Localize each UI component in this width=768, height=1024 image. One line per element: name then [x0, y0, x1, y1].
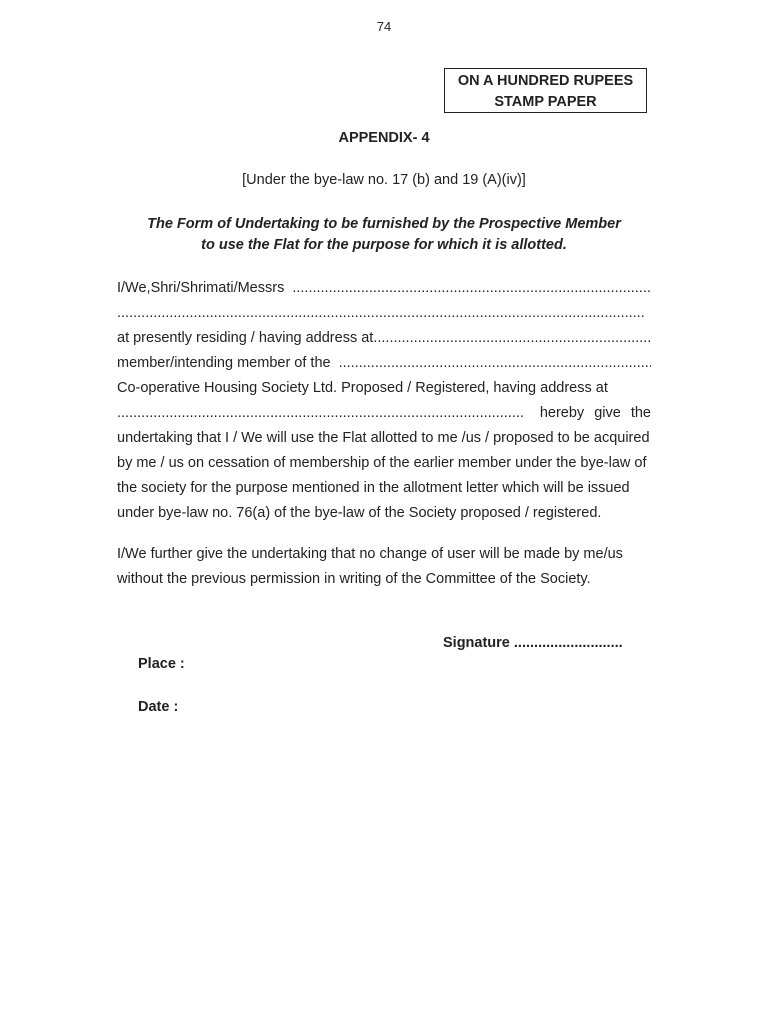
society-address-blank	[117, 401, 523, 426]
name-label: I/We,Shri/Shrimati/Messrs	[117, 280, 285, 296]
paragraph-line: undertaking that I / We will use the Flat allotted to me /us / proposed to be acquired	[117, 430, 650, 446]
address-label: at presently residing / having address at	[117, 330, 374, 346]
name-blank	[292, 276, 651, 301]
page-number: 74	[376, 19, 392, 34]
stamp-line-2: STAMP PAPER	[494, 94, 597, 110]
society-name-blank	[339, 351, 651, 376]
paragraph-line: without the previous permission in writing of the Committee of the Society.	[117, 571, 591, 587]
form-title-line-2: to use the Flat for the purpose for which it is allotted.	[201, 237, 567, 253]
byelaw-reference: [Under the bye-law no. 17 (b) and 19 (A)(iv)]	[242, 172, 526, 188]
hereby-text: hereby give the	[539, 405, 651, 421]
paragraph-line	[117, 276, 651, 301]
paragraph-line: by me / us on cessation of membership of the earlier member under the bye-law of	[117, 455, 647, 471]
paragraph-line	[117, 301, 651, 326]
stamp-line-1: ON A HUNDRED RUPEES	[457, 73, 634, 89]
paragraph-line: the society for the purpose mentioned in the allotment letter which will be issued	[117, 480, 630, 496]
paragraph-line	[117, 401, 651, 426]
member-label: member/intending member of the	[117, 355, 331, 371]
name-blank-continued	[117, 301, 645, 326]
undertaking-paragraph	[117, 276, 651, 526]
paragraph-line: I/We further give the undertaking that no change of user will be made by me/us	[117, 546, 623, 562]
date-label: Date :	[138, 699, 179, 715]
signature-label: Signature ...........................	[443, 635, 623, 651]
form-title-line-1: The Form of Undertaking to be furnished by the Prospective Member	[147, 216, 621, 232]
paragraph-line: Co-operative Housing Society Ltd. Proposed / Registered, having address at	[117, 380, 608, 396]
appendix-title: APPENDIX- 4	[338, 130, 430, 146]
stamp-paper-box	[444, 68, 647, 113]
further-undertaking-paragraph	[117, 542, 651, 592]
paragraph-line: under bye-law no. 76(a) of the bye-law of the Society proposed / registered.	[117, 505, 602, 521]
paragraph-line	[117, 326, 651, 351]
place-label: Place :	[138, 656, 185, 672]
form-title	[0, 214, 768, 256]
address-blank	[373, 326, 651, 351]
paragraph-line	[117, 351, 651, 376]
